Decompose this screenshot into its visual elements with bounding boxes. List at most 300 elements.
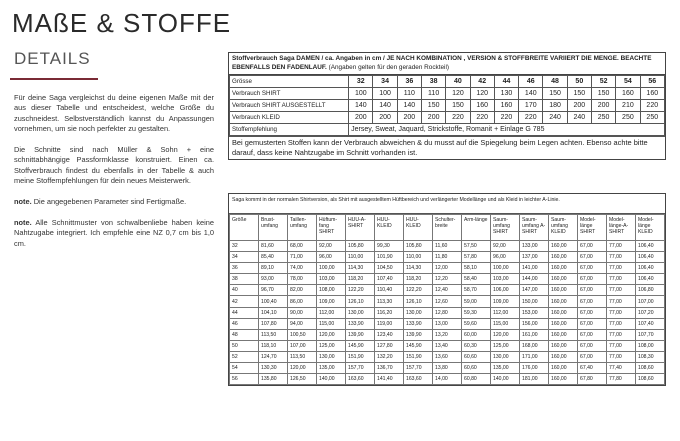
measurements-header-cell: Hüftum-fang SHIRT [317,215,346,241]
measurement-cell: 106,40 [636,241,665,252]
measurement-cell: 145,90 [346,340,375,351]
size-header-cell: 42 [470,76,494,88]
measurement-cell: 113,50 [259,329,288,340]
table-row [230,296,665,307]
measurement-cell: 71,00 [288,252,317,263]
consumption-value: 200 [373,112,397,124]
measurement-cell: 36 [230,263,259,274]
measurement-cell: 32 [230,241,259,252]
measurements-header-row [230,215,665,241]
measurement-cell: 110,00 [404,252,433,263]
measurement-cell: 150,00 [520,296,549,307]
measurement-cell: 160,00 [549,252,578,263]
measurement-cell: 122,20 [346,285,375,296]
measurement-cell: 136,70 [375,363,404,374]
measurements-caption: Saga kommt in der normalen Shirtversion, als Shirt mit ausgestelltem Hüftbereich und verlängerter Modellänge und als Kleid in leichter A-Linie. [229,194,665,214]
measurement-cell: 82,00 [288,285,317,296]
measurement-cell: 107,20 [636,307,665,318]
measurement-cell: 109,00 [491,296,520,307]
measurement-cell: 123,40 [375,329,404,340]
fabric-table-heading-note: (Angaben gelten für den geraden Rockteil) [326,63,450,71]
measurement-cell: 100,50 [288,329,317,340]
size-header-cell: 56 [640,76,664,88]
measurement-cell: 77,00 [607,307,636,318]
size-header-cell: 48 [543,76,567,88]
measurement-cell: 118,10 [259,340,288,351]
measurement-cell: 46 [230,318,259,329]
measurement-cell: 126,50 [288,374,317,385]
measurements-header-cell: HUU-A-SHIRT [346,215,375,241]
measurement-cell: 106,40 [636,274,665,285]
measurement-cell: 12,80 [433,307,462,318]
measurement-cell: 153,00 [520,307,549,318]
measurement-cell: 160,00 [549,274,578,285]
consumption-value: 150 [567,88,591,100]
measurement-cell: 120,00 [491,329,520,340]
measurement-cell: 68,00 [288,241,317,252]
consumption-value: 160 [640,88,664,100]
recommendation-label: Stoffempfehlung [230,124,349,136]
note-text: Die angegebenen Parameter sind Fertigmaße. [31,197,187,207]
measurement-cell: 77,80 [607,374,636,385]
measurement-cell: 104,10 [259,307,288,318]
measurement-cell: 77,00 [607,318,636,329]
table-row [230,274,665,285]
measurement-cell: 100,00 [491,263,520,274]
measurement-cell: 85,40 [259,252,288,263]
measurement-cell: 96,00 [317,252,346,263]
measurement-cell: 151,90 [404,351,433,362]
consumption-value: 220 [494,112,518,124]
consumption-value: 150 [543,88,567,100]
measurement-cell: 67,00 [578,318,607,329]
measurement-cell: 77,00 [607,252,636,263]
table-row [230,307,665,318]
fabric-table-note: Bei gemusterten Stoffen kann der Verbrauch abweichen & du musst auf die Spiegelung beim Legen achten. Ebenso achte bitte darauf, dass keine Nahtzugabe im Schnitt vorhanden ist. [229,136,665,159]
table-row [230,263,665,274]
size-header-cell: 38 [422,76,446,88]
measurement-cell: 48 [230,329,259,340]
measurement-cell: 107,80 [259,318,288,329]
measurement-cell: 160,00 [549,374,578,385]
measurement-cell: 77,00 [607,351,636,362]
measurement-cell: 160,00 [549,307,578,318]
measurement-cell: 181,00 [520,374,549,385]
measurement-cell: 38 [230,274,259,285]
measurement-cell: 12,40 [433,285,462,296]
measurement-cell: 116,20 [375,307,404,318]
measurement-cell: 145,90 [404,340,433,351]
measurement-cell: 135,00 [491,363,520,374]
measurement-cell: 94,00 [288,318,317,329]
measurement-cell: 160,00 [549,296,578,307]
consumption-value: 140 [519,88,543,100]
measurement-cell: 86,00 [288,296,317,307]
measurement-cell: 67,00 [578,296,607,307]
measurement-cell: 34 [230,252,259,263]
measurement-cell: 110,00 [346,252,375,263]
page-title: MAßE & STOFFE [12,8,232,38]
measurement-cell: 77,00 [607,285,636,296]
measurement-cell: 133,00 [520,241,549,252]
measurement-cell: 127,80 [375,340,404,351]
measurement-cell: 54 [230,363,259,374]
measurement-cell: 163,60 [404,374,433,385]
measurement-cell: 93,00 [259,274,288,285]
size-header-label: Grösse [230,76,349,88]
consumption-row [230,88,665,100]
measurements-header-cell: Model-länge-A-SHIRT [607,215,636,241]
measurement-cell: 106,80 [636,285,665,296]
measurement-cell: 67,00 [578,340,607,351]
recommendation-value: Jersey, Sweat, Jaquard, Strickstoffe, Romanit + Einlage G 785 [349,124,665,136]
consumption-value: 110 [422,88,446,100]
size-header-cell: 40 [446,76,470,88]
measurement-cell: 14,00 [433,374,462,385]
table-row [230,285,665,296]
measurement-cell: 89,10 [259,263,288,274]
measurement-cell: 124,70 [259,351,288,362]
consumption-value: 200 [397,112,421,124]
measurement-cell: 58,70 [462,285,491,296]
measurement-cell: 107,00 [636,296,665,307]
page-subtitle: DETAILS [14,49,91,68]
measurements-table [228,193,666,386]
measurement-cell: 160,00 [549,241,578,252]
measurement-cell: 112,00 [317,307,346,318]
note-label: note. [14,197,32,207]
consumption-value: 250 [616,112,640,124]
measurement-cell: 103,00 [491,274,520,285]
consumption-value: 160 [494,100,518,112]
consumption-value: 250 [640,112,664,124]
intro-paragraph: Die Schnitte sind nach Müller & Sohn + eine schnittabhängige Passformklasse konstruiert. Einen ca. Stoffverbrauch findest du ebenfalls in der Tabelle & auch meine Stoffempfehlungen für dein neues Meisterwerk. [14,145,214,186]
recommendation-row [230,124,665,136]
consumption-value: 120 [470,88,494,100]
note-text: Alle Schnittmuster von schwalbenliebe haben keine Nahtzugabe integriert. Ich empfehle eine NZ 0,7 cm bis 1,0 cm. [14,217,214,248]
measurement-cell: 40 [230,285,259,296]
measurement-cell: 160,00 [549,263,578,274]
measurement-cell: 92,00 [317,241,346,252]
consumption-value: 200 [349,112,373,124]
measurement-cell: 74,00 [288,263,317,274]
note-paragraph [14,218,214,249]
measurement-cell: 59,30 [462,307,491,318]
measurement-cell: 133,90 [346,318,375,329]
measurement-cell: 108,60 [636,363,665,374]
measurement-cell: 77,00 [607,340,636,351]
consumption-value: 180 [543,100,567,112]
measurement-cell: 67,80 [578,374,607,385]
measurement-cell: 107,40 [636,318,665,329]
table-row [230,374,665,385]
measurement-cell: 160,00 [549,340,578,351]
measurement-cell: 99,30 [375,241,404,252]
measurement-cell: 125,00 [317,340,346,351]
table-row [230,241,665,252]
measurement-cell: 13,40 [433,340,462,351]
table-row [230,351,665,362]
measurement-cell: 77,00 [607,263,636,274]
consumption-value: 130 [494,88,518,100]
measurement-cell: 67,00 [578,329,607,340]
measurement-cell: 126,10 [346,296,375,307]
measurements-header-cell: Brust-umfang [259,215,288,241]
measurement-cell: 105,80 [404,241,433,252]
measurement-cell: 67,40 [578,363,607,374]
consumption-value: 220 [446,112,470,124]
measurement-cell: 110,40 [375,285,404,296]
measurement-cell: 122,20 [404,285,433,296]
measurement-cell: 60,00 [462,329,491,340]
measurement-cell: 126,10 [404,296,433,307]
consumption-value: 120 [446,88,470,100]
measurement-cell: 168,00 [520,340,549,351]
measurement-cell: 59,60 [462,318,491,329]
measurement-cell: 160,00 [549,329,578,340]
measurement-cell: 67,00 [578,241,607,252]
measurement-cell: 140,00 [491,374,520,385]
intro-text [14,93,214,259]
consumption-value: 200 [422,112,446,124]
measurements-header-cell: Größe [230,215,259,241]
table-row [230,329,665,340]
measurement-cell: 157,70 [404,363,433,374]
table-row [230,363,665,374]
measurement-cell: 108,00 [636,340,665,351]
measurement-cell: 78,00 [288,274,317,285]
measurement-cell: 107,40 [375,274,404,285]
note-label: note. [14,217,32,227]
measurement-cell: 176,00 [520,363,549,374]
measurement-cell: 13,80 [433,363,462,374]
measurement-cell: 130,00 [491,351,520,362]
measurement-cell: 100,40 [259,296,288,307]
measurement-cell: 130,00 [404,307,433,318]
measurement-cell: 77,00 [607,241,636,252]
measurements-header-cell: Taillen-umfang [288,215,317,241]
measurement-cell: 157,70 [346,363,375,374]
consumption-value: 110 [397,88,421,100]
measurement-cell: 161,00 [520,329,549,340]
consumption-value: 150 [591,88,615,100]
measurement-cell: 118,20 [404,274,433,285]
measurement-cell: 77,00 [607,274,636,285]
measurement-cell: 113,50 [288,351,317,362]
consumption-value: 220 [519,112,543,124]
measurement-cell: 125,00 [491,340,520,351]
fabric-consumption-table [228,52,666,160]
consumption-value: 160 [470,100,494,112]
measurement-cell: 120,00 [288,363,317,374]
measurement-cell: 133,90 [404,318,433,329]
measurement-cell: 77,00 [607,296,636,307]
measurement-cell: 77,00 [607,329,636,340]
measurement-cell: 12,20 [433,274,462,285]
measurement-cell: 100,00 [317,263,346,274]
measurement-cell: 139,90 [404,329,433,340]
measurement-cell: 52 [230,351,259,362]
measurement-cell: 114,30 [346,263,375,274]
measurement-cell: 105,80 [346,241,375,252]
consumption-value: 150 [422,100,446,112]
measurement-cell: 104,50 [375,263,404,274]
measurement-cell: 67,00 [578,274,607,285]
size-header-cell: 36 [397,76,421,88]
consumption-label: Verbrauch SHIRT AUSGESTELLT [230,100,349,112]
measurement-cell: 106,00 [491,285,520,296]
measurement-cell: 118,20 [346,274,375,285]
measurement-cell: 109,00 [317,296,346,307]
consumption-value: 240 [567,112,591,124]
consumption-value: 140 [373,100,397,112]
consumption-row [230,112,665,124]
size-header-cell: 52 [591,76,615,88]
measurements-header-cell: HUU-KLEID [404,215,433,241]
measurement-cell: 56 [230,374,259,385]
consumption-value: 100 [349,88,373,100]
measurement-cell: 160,00 [549,285,578,296]
measurement-cell: 59,00 [462,296,491,307]
measurement-cell: 106,40 [636,252,665,263]
measurement-cell: 12,60 [433,296,462,307]
consumption-value: 210 [616,100,640,112]
consumption-label: Verbrauch KLEID [230,112,349,124]
measurement-cell: 147,00 [520,285,549,296]
consumption-label: Verbrauch SHIRT [230,88,349,100]
measurement-cell: 119,00 [375,318,404,329]
measurement-cell: 171,00 [520,351,549,362]
size-header-row [230,76,665,88]
measurements-grid [229,214,665,385]
consumption-value: 250 [591,112,615,124]
measurement-cell: 108,00 [317,285,346,296]
consumption-value: 140 [349,100,373,112]
measurement-cell: 114,30 [404,263,433,274]
accent-divider [10,78,98,80]
measurement-cell: 11,60 [433,241,462,252]
size-header-cell: 50 [567,76,591,88]
measurement-cell: 151,90 [346,351,375,362]
table-row [230,252,665,263]
measurement-cell: 13,00 [433,318,462,329]
measurement-cell: 141,00 [520,263,549,274]
measurement-cell: 101,90 [375,252,404,263]
measurement-cell: 140,00 [317,374,346,385]
measurement-cell: 115,00 [491,318,520,329]
consumption-row [230,100,665,112]
fabric-table-grid [229,75,665,136]
size-header-cell: 32 [349,76,373,88]
measurement-cell: 113,30 [375,296,404,307]
measurement-cell: 160,00 [549,351,578,362]
intro-paragraph: Für deine Saga vergleichst du deine eigenen Maße mit der aus dieser Tabelle und entscheidest, welche Größe du zuschneidest. Selbstverständlich kannst du Anpassungen vornehmen, um sie noch perfekter zu gestalten. [14,93,214,134]
consumption-value: 240 [543,112,567,124]
measurements-header-cell: Model-länge KLEID [636,215,665,241]
measurement-cell: 96,00 [491,252,520,263]
measurements-header-cell: Arm-länge [462,215,491,241]
measurement-cell: 132,20 [375,351,404,362]
measurement-cell: 106,40 [636,263,665,274]
consumption-value: 170 [519,100,543,112]
measurement-cell: 130,30 [259,363,288,374]
measurement-cell: 144,00 [520,274,549,285]
measurement-cell: 60,30 [462,340,491,351]
measurements-header-cell: Schulter-breite [433,215,462,241]
measurement-cell: 58,40 [462,274,491,285]
measurement-cell: 108,60 [636,374,665,385]
size-header-cell: 44 [494,76,518,88]
measurement-cell: 67,00 [578,252,607,263]
consumption-value: 140 [397,100,421,112]
measurement-cell: 135,00 [317,363,346,374]
measurement-cell: 67,00 [578,263,607,274]
measurement-cell: 81,60 [259,241,288,252]
table-row [230,318,665,329]
measurement-cell: 60,60 [462,363,491,374]
measurement-cell: 137,00 [520,252,549,263]
measurement-cell: 13,20 [433,329,462,340]
measurement-cell: 115,00 [317,318,346,329]
consumption-value: 200 [567,100,591,112]
consumption-value: 200 [591,100,615,112]
consumption-value: 220 [640,100,664,112]
measurements-header-cell: Saum-umfang SHIRT [491,215,520,241]
measurement-cell: 139,90 [346,329,375,340]
measurement-cell: 108,30 [636,351,665,362]
measurement-cell: 135,80 [259,374,288,385]
measurement-cell: 160,00 [549,363,578,374]
measurement-cell: 90,00 [288,307,317,318]
consumption-value: 100 [373,88,397,100]
measurement-cell: 160,00 [549,318,578,329]
measurement-cell: 141,40 [375,374,404,385]
measurement-cell: 57,50 [462,241,491,252]
measurements-header-cell: Model-länge SHIRT [578,215,607,241]
measurement-cell: 103,00 [317,274,346,285]
measurement-cell: 57,80 [462,252,491,263]
consumption-value: 220 [470,112,494,124]
measurement-cell: 77,40 [607,363,636,374]
size-header-cell: 54 [616,76,640,88]
measurement-cell: 67,00 [578,351,607,362]
measurement-cell: 107,00 [288,340,317,351]
measurement-cell: 60,80 [462,374,491,385]
measurements-header-cell: Saum-umfang KLEID [549,215,578,241]
measurement-cell: 67,00 [578,307,607,318]
measurements-header-cell: Saum-umfang A-SHIRT [520,215,549,241]
measurement-cell: 13,60 [433,351,462,362]
measurement-cell: 96,70 [259,285,288,296]
table-row [230,340,665,351]
measurement-cell: 12,00 [433,263,462,274]
measurement-cell: 67,00 [578,285,607,296]
measurement-cell: 50 [230,340,259,351]
fabric-table-heading [229,53,665,75]
measurements-header-cell: HUU-KLEID [375,215,404,241]
consumption-value: 150 [446,100,470,112]
measurement-cell: 92,00 [491,241,520,252]
measurement-cell: 58,10 [462,263,491,274]
note-paragraph [14,197,214,207]
fabric-table-heading-bold: Stoffverbrauch Saga DAMEN / ca. Angaben in cm / JE NACH KOMBINATION , VERSION & STOFFBREITE VARIIERT DIE MENGE. BEACHTE EBENFALLS DEN FADENLAUF. [232,55,652,71]
measurement-cell: 130,00 [317,351,346,362]
measurement-cell: 42 [230,296,259,307]
measurement-cell: 107,70 [636,329,665,340]
size-header-cell: 46 [519,76,543,88]
measurement-cell: 156,00 [520,318,549,329]
measurement-cell: 130,00 [346,307,375,318]
